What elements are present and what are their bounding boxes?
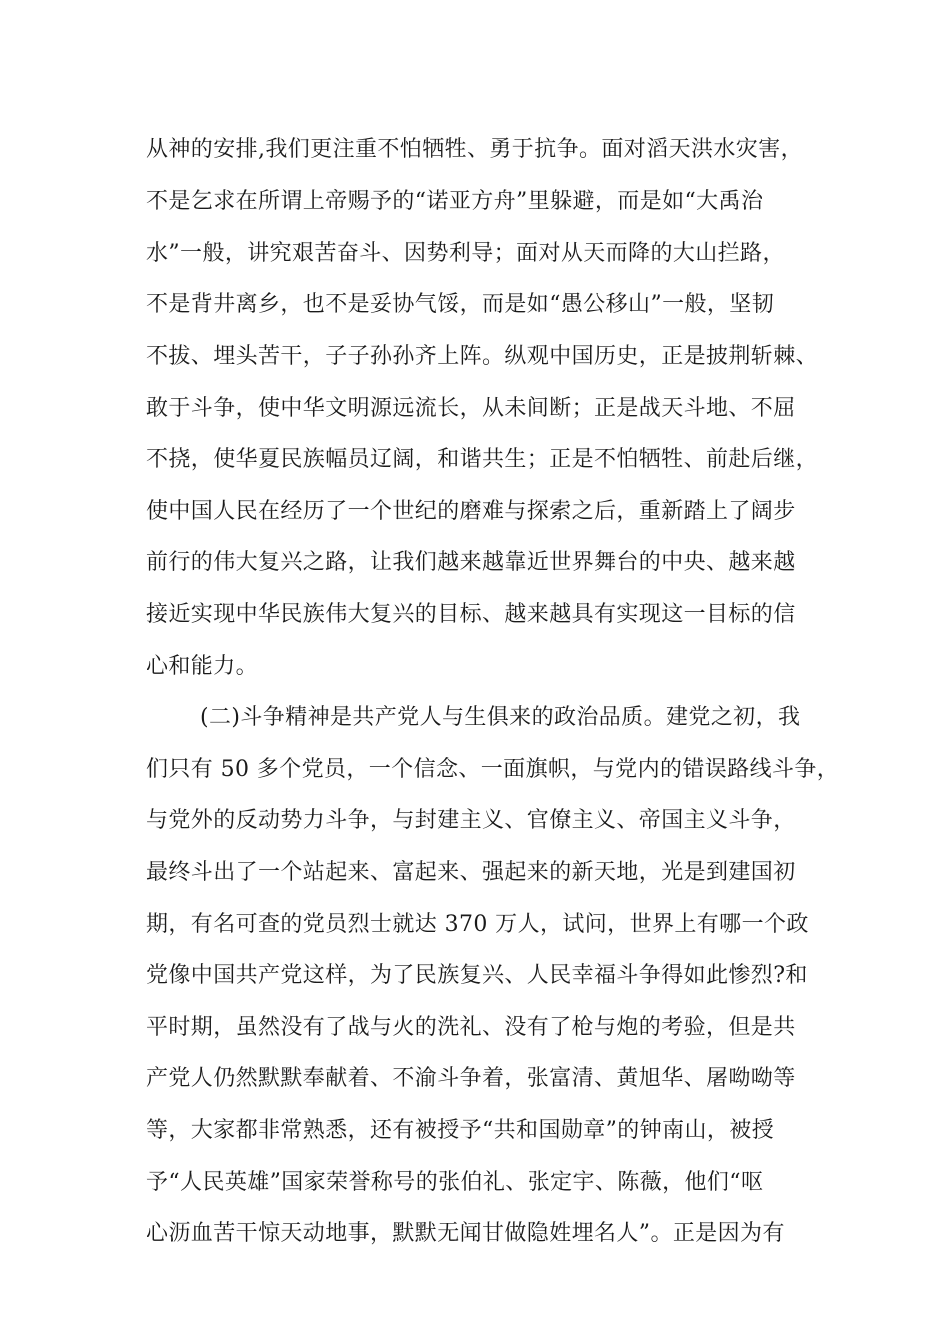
text-line: 水”一般，讲究艰苦奋斗、因势利导；面对从天而降的大山拦路，	[146, 241, 785, 266]
text-line: 使中国人民在经历了一个世纪的磨难与探索之后，重新踏上了阔步	[146, 499, 796, 524]
text-line: 最终斗出了一个站起来、富起来、强起来的新天地，光是到建国初	[146, 860, 796, 885]
text-line: 不是乞求在所谓上帝赐予的“诺亚方舟”里躲避，而是如“大禹治	[146, 189, 764, 214]
text-line: 期，有名可查的党员烈士就达 370 万人，试问，世界上有哪一个政	[146, 912, 809, 937]
text-line: 心沥血苦干惊天动地事，默默无闻甘做隐姓埋名人”。正是因为有	[146, 1221, 785, 1246]
text-line: 敢于斗争，使中华文明源远流长，从未间断；正是战天斗地、不屈	[146, 396, 796, 421]
text-line: 与党外的反动势力斗争，与封建主义、官僚主义、帝国主义斗争，	[146, 808, 796, 833]
text-line: 不挠，使华夏民族幅员辽阔，和谐共生；正是不怕牺牲、前赴后继，	[146, 447, 819, 472]
text-line: 等，大家都非常熟悉，还有被授予“共和国勋章”的钟南山，被授	[146, 1118, 775, 1143]
text-line: 前行的伟大复兴之路，让我们越来越靠近世界舞台的中央、越来越	[146, 550, 796, 575]
text-line: 从神的安排,我们更注重不怕牺牲、勇于抗争。面对滔天洪水灾害，	[146, 137, 803, 162]
paragraph-heading: (二)斗争精神是共产党人与生俱来的政治品质。建党之初，我	[200, 705, 801, 730]
text-line: 心和能力。	[146, 654, 259, 679]
text-line: 平时期，虽然没有了战与火的洗礼、没有了枪与炮的考验，但是共	[146, 1015, 796, 1040]
text-line: 不是背井离乡，也不是妥协气馁，而是如“愚公移山”一般，坚韧	[146, 292, 775, 317]
text-line: 产党人仍然默默奉献着、不渝斗争着，张富清、黄旭华、屠呦呦等	[146, 1066, 796, 1091]
text-line: 们只有 50 多个党员，一个信念、一面旗帜，与党内的错误路线斗争，	[146, 757, 840, 782]
text-line: 接近实现中华民族伟大复兴的目标、越来越具有实现这一目标的信	[146, 602, 796, 627]
text-line: 党像中国共产党这样，为了民族复兴、人民幸福斗争得如此惨烈?和	[146, 963, 808, 988]
text-line: 不拔、埋头苦干，子子孙孙齐上阵。纵观中国历史，正是披荆斩棘、	[146, 344, 819, 369]
text-line: 予“人民英雄”国家荣誉称号的张伯礼、张定宇、陈薇，他们“呕	[146, 1170, 764, 1195]
